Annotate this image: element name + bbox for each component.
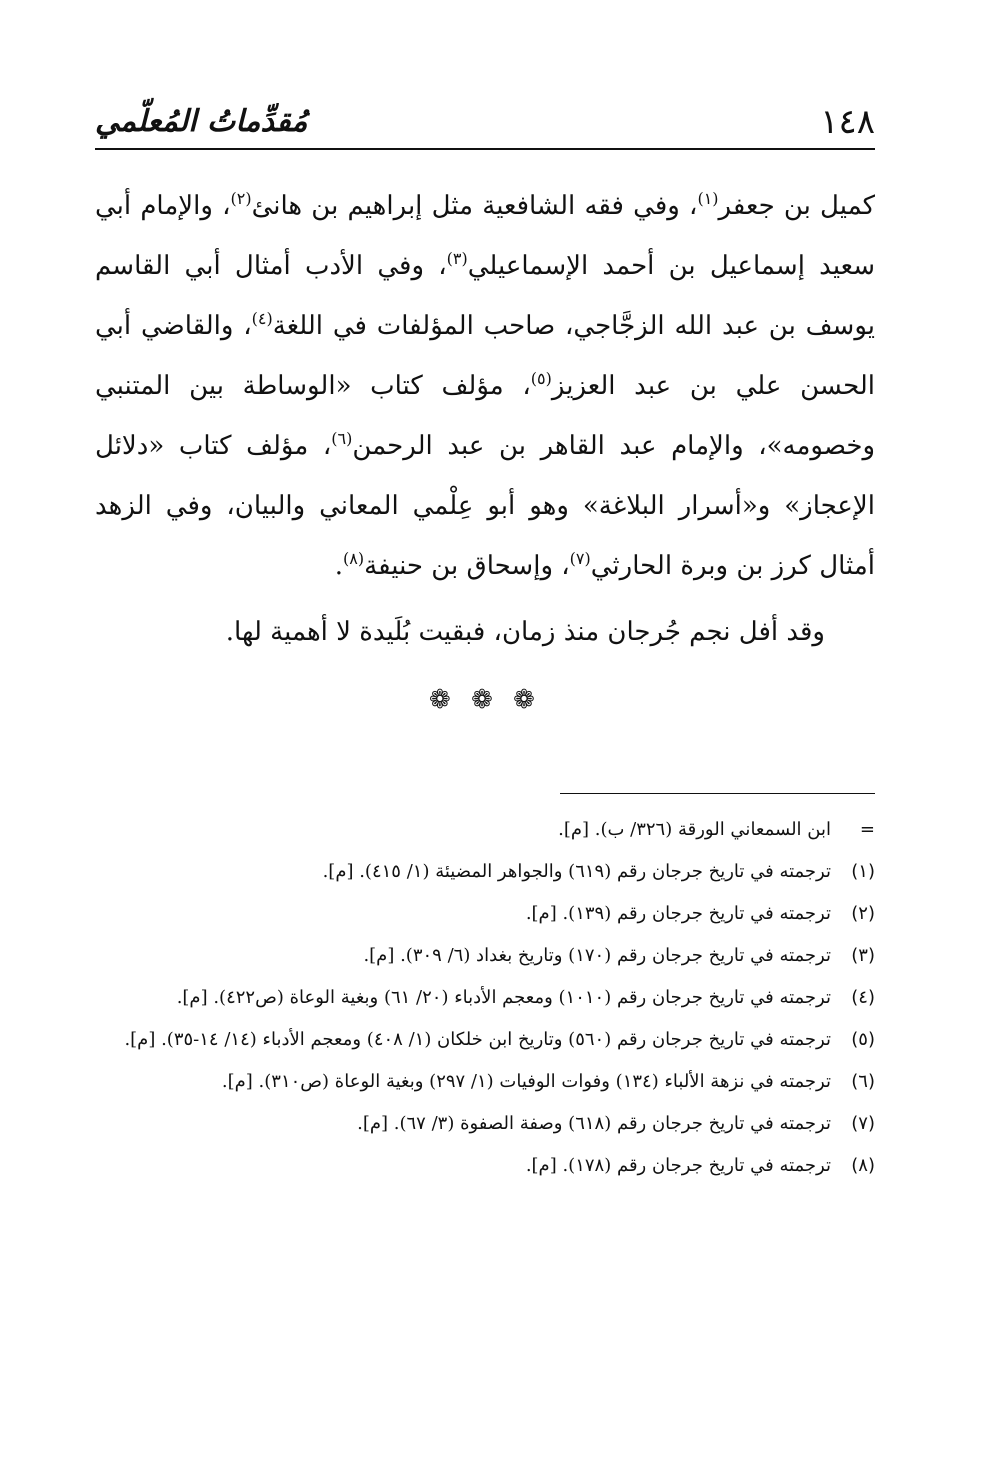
- footnote-ref-8: (٨): [343, 549, 365, 568]
- text-segment: ، مؤلف كتاب «دلائل الإعجاز» و«أسرار البلاغة» وهو أبو عِلْمي المعاني والبيان، وفي الزهد أمثال كرز بن وبرة الحارثي: [95, 431, 875, 581]
- footnote-text: ترجمته في تاريخ جرجان رقم (٦١٨) وصفة الصفوة (٣/ ٦٧). [م].: [357, 1113, 831, 1134]
- footnote-item: [95, 812, 875, 848]
- footnote-number: (١): [851, 861, 875, 882]
- footnote-text: ترجمته في نزهة الألباء (١٣٤) وفوات الوفيات (١/ ٢٩٧) وبغية الوعاة (ص٣١٠). [م].: [221, 1071, 831, 1092]
- footnote-text: ترجمته في تاريخ جرجان رقم (٦١٩) والجواهر المضيئة (١/ ٤١٥). [م].: [322, 861, 831, 882]
- page-header: [95, 100, 875, 150]
- footnote-item: [95, 896, 875, 932]
- footnote-separator: [560, 793, 875, 794]
- text-segment: ، وإسحاق بن حنيفة: [364, 551, 570, 581]
- footnote-ref-1: (١): [697, 189, 719, 208]
- body-paragraph: [95, 176, 875, 596]
- footnote-text: ترجمته في تاريخ جرجان رقم (١٠١٠) ومعجم الأدباء (٢٠/ ٦١) وبغية الوعاة (ص٤٢٢). [م].: [176, 987, 831, 1008]
- footnote-item: [95, 980, 875, 1016]
- footnote-text: ترجمته في تاريخ جرجان رقم (٥٦٠) وتاريخ ابن خلكان (١/ ٤٠٨) ومعجم الأدباء (١٤/ ١٤-٣٥). [م].: [124, 1029, 831, 1050]
- footnote-number: (٨): [851, 1155, 875, 1176]
- footnote-number: (٣): [851, 945, 875, 966]
- footnote-ref-4: (٤): [251, 309, 273, 328]
- footnote-item: [95, 1148, 875, 1184]
- footnote-ref-3: (٣): [446, 249, 468, 268]
- footnote-text: ترجمته في تاريخ جرجان رقم (١٣٩). [م].: [525, 903, 831, 924]
- footnote-ref-5: (٥): [530, 369, 552, 388]
- text-segment: .: [334, 551, 344, 581]
- text-segment: ، وفي الأدب أمثال أبي القاسم يوسف بن عبد الله الزجَّاجي، صاحب المؤلفات في اللغة: [95, 251, 875, 341]
- main-text: [95, 176, 875, 596]
- footnote-item: [95, 1022, 875, 1058]
- footnote-text: ابن السمعاني الورقة (٣٢٦/ ب). [م].: [558, 819, 831, 840]
- running-title: مُقدِّماتُ المُعلّمي: [95, 104, 308, 139]
- closing-paragraph: وقد أفل نجم جُرجان منذ زمان، فبقيت بُلَيدة لا أهمية لها.: [225, 617, 825, 647]
- footnote-item: [95, 1106, 875, 1142]
- text-segment: ، والقاضي أبي الحسن علي بن عبد العزيز: [95, 311, 875, 401]
- footnote-number: (٢): [851, 903, 875, 924]
- footnote-number: (٤): [851, 987, 875, 1008]
- footnote-item: [95, 938, 875, 974]
- footnote-text: ترجمته في تاريخ جرجان رقم (١٧٠) وتاريخ بغداد (٦/ ٣٠٩). [م].: [363, 945, 831, 966]
- text-segment: ، وفي فقه الشافعية مثل إبراهيم بن هانئ: [251, 191, 698, 221]
- page-number: ١٤٨: [820, 102, 875, 142]
- footnote-number: (٧): [851, 1113, 875, 1134]
- footnote-ref-6: (٦): [331, 429, 353, 448]
- section-ornaments: ❁ ❁ ❁: [429, 685, 541, 715]
- footnote-number: =: [859, 819, 875, 840]
- text-segment: كميل بن جعفر: [718, 191, 876, 221]
- text-segment: ، والإمام أبي سعيد إسماعيل بن أحمد الإسماعيلي: [95, 191, 875, 281]
- footnotes: [95, 812, 875, 1190]
- footnote-number: (٥): [851, 1029, 875, 1050]
- footnote-text: ترجمته في تاريخ جرجان رقم (١٧٨). [م].: [525, 1155, 831, 1176]
- footnote-number: (٦): [851, 1071, 875, 1092]
- footnote-item: [95, 1064, 875, 1100]
- text-segment: ، مؤلف كتاب «الوساطة بين المتنبي وخصومه»، والإمام عبد القاهر بن عبد الرحمن: [95, 371, 875, 461]
- book-page: [95, 100, 875, 1360]
- footnote-ref-7: (٧): [569, 549, 591, 568]
- footnote-ref-2: (٢): [230, 189, 252, 208]
- footnote-item: [95, 854, 875, 890]
